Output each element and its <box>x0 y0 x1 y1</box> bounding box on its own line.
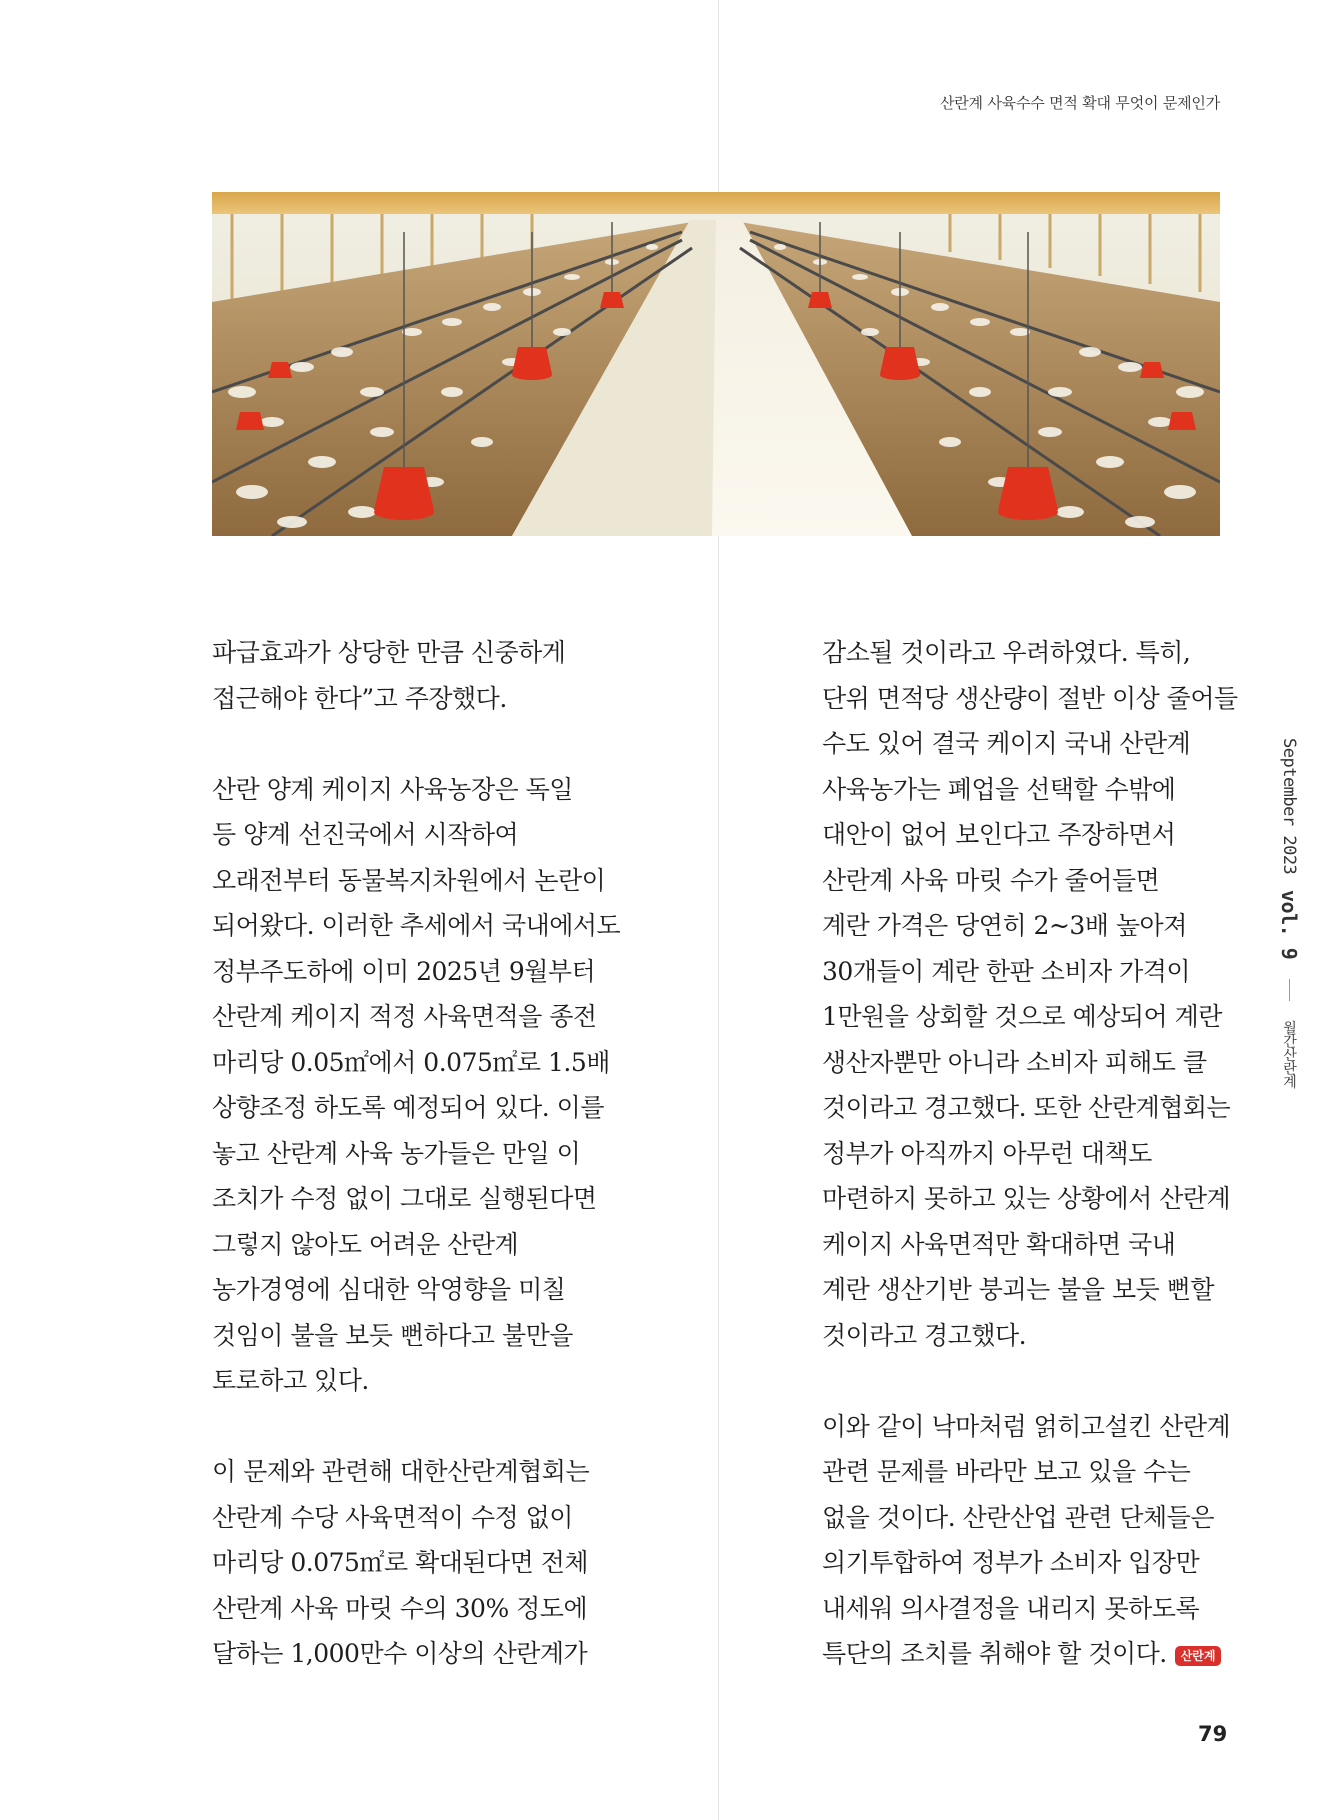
tab-divider <box>1289 979 1290 1001</box>
page-number: 79 <box>1198 1722 1228 1746</box>
paragraph: 파급효과가 상당한 만큼 신중하게 접근해야 한다”고 주장했다. <box>212 638 566 713</box>
paragraph: 산란 양계 케이지 사육농장은 독일 등 양계 선진국에서 시작하여 오래전부터 동물복지차원에서 논란이 되어왔다. 이러한 추세에서 국내에서도 정부주도하에 이미 2025년 9월부터 산란계 케이지 적정 사육면적을 종전 마리당 0.05㎡에서 0.075㎡로 1.5배 상향조정 하도록 예정되어 있다. 이를 놓고 산란계 사육 농가들은 만일 이 조치가 수정 없이 그대로 실행된다면 그렇지 않아도 어려운 산란계 농가경영에 심대한 악영향을 미칠 것임이 불을 보듯 뻔하다고 불만을 토로하고 있다. <box>212 774 621 1395</box>
left-text-column <box>212 630 652 1722</box>
last-line: 특단의 조치를 취해야 할 것이다. 산란계 <box>822 1631 1242 1677</box>
right-text-column <box>822 630 1242 1722</box>
volume-number: vol. 9 <box>1277 890 1301 960</box>
end-mark-badge: 산란계 <box>1175 1646 1222 1666</box>
magazine-name: 월간산란계 <box>1281 1020 1297 1089</box>
poultry-house-photo <box>212 192 1220 536</box>
running-title: 산란계 사육수수 면적 확대 무엇이 문제인가 <box>939 94 1220 112</box>
issue-date: September 2023 <box>1279 738 1299 875</box>
side-issue-tab <box>1277 738 1301 1088</box>
paragraph: 감소될 것이라고 우려하였다. 특히, 단위 면적당 생산량이 절반 이상 줄어들 수도 있어 결국 케이지 국내 산란계 사육농가는 폐업을 선택할 수밖에 대안이 없어 보인다고 주장하면서 산란계 사육 마릿 수가 줄어들면 계란 가격은 당연히 2~3배 높아져 30개들이 계란 한판 소비자 가격이 1만원을 상회할 것으로 예상되어 계란 생산자뿐만 아니라 소비자 피해도 클 것이라고 경고했다. 또한 산란계협회는 정부가 아직까지 아무런 대책도 마련하지 못하고 있는 상황에서 산란계 케이지 사육면적만 확대하면 국내 계란 생산기반 붕괴는 불을 보듯 뻔할 것이라고 경고했다. <box>822 638 1238 1350</box>
paragraph: 이와 같이 낙마처럼 얽히고설킨 산란계 관련 문제를 바라만 보고 있을 수는 없을 것이다. 산란산업 관련 단체들은 의기투합하여 정부가 소비자 입장만 내세워 의사결정을 내리지 못하도록 특단의 조치를 취해야 할 것이다. 산란계 <box>822 1404 1242 1677</box>
paragraph: 이 문제와 관련해 대한산란계협회는 산란계 수당 사육면적이 수정 없이 마리당 0.075㎡로 확대된다면 전체 산란계 사육 마릿 수의 30% 정도에 달하는 1,000만수 이상의 산란계가 <box>212 1457 590 1668</box>
